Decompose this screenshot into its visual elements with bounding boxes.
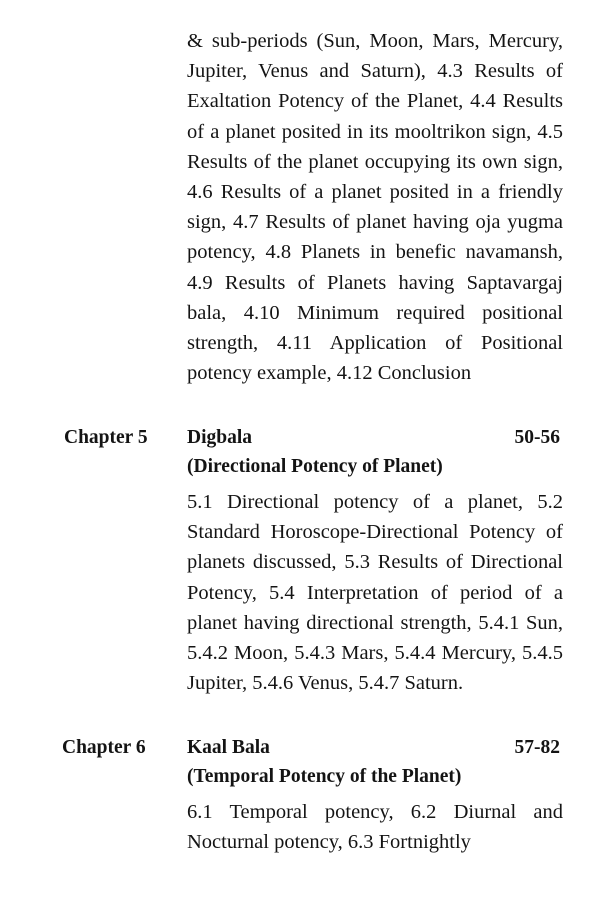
chapter-5-title: Digbala [187,427,253,448]
chapter-6-page-range: 57-82 [514,737,560,758]
chapter-6-contents: 6.1 Temporal potency, 6.2 Diurnal and Nocturnal potency, 6.3 Fortnightly [187,801,563,854]
chapter-6-label: Chapter 6 [62,737,146,758]
chapter-5-heading [0,427,600,457]
chapter-6-heading [0,737,600,767]
chapter-5-label: Chapter 5 [64,427,148,448]
chapter-6-title: Kaal Bala [187,737,270,758]
chapter-5-contents: 5.1 Directional potency of a planet, 5.2 Standard Horoscope-Directional Potency of planets discussed, 5.3 Results of Directional Potency, 5.4 Interpretation of period of a planet having directional strength, 5.4.1 Sun, 5.4.2 Moon, 5.4.3 Mars, 5.4.4 Mercury, 5.4.5 Jupiter, 5.4.6 Venus, 5.4.7 Saturn. [187,491,563,695]
chapter-4-contents-continued: & sub-periods (Sun, Moon, Mars, Mercury, Jupiter, Venus and Saturn), 4.3 Results of Exaltation Potency of the Planet, 4.4 Results of a planet posited in its mooltrikon sign, 4.5 Results of the planet occupying its own sign, 4.6 Results of a planet posited in a friendly sign, 4.7 Results of planet having oja yugma potency, 4.8 Planets in benefic navamansh, 4.9 Results of Planets having Saptavargaj bala, 4.10 Minimum required positional strength, 4.11 Application of Positional potency example, 4.12 Conclusion [187,30,563,385]
chapter-6-subtitle: (Temporal Potency of the Planet) [187,766,462,787]
chapter-5-page-range: 50-56 [514,427,560,448]
chapter-5-subtitle: (Directional Potency of Planet) [187,456,443,477]
